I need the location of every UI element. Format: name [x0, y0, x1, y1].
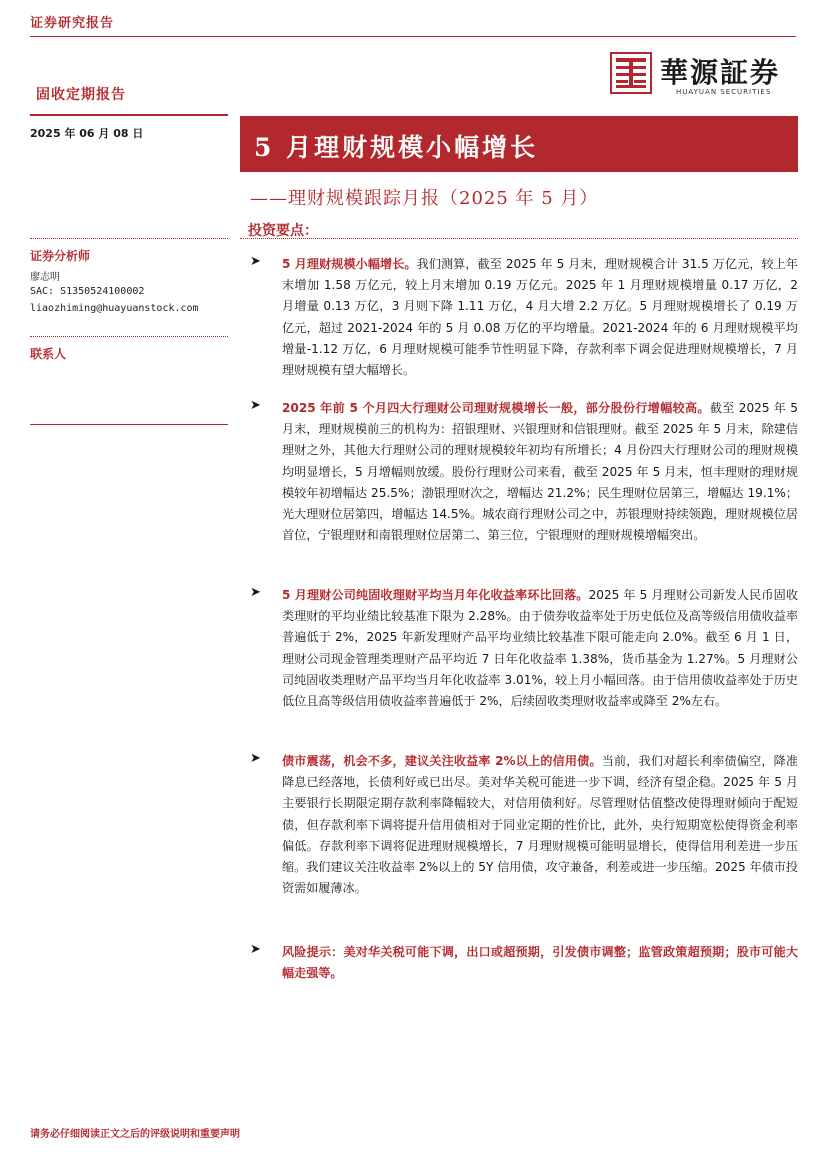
page-subtitle: ——理财规模跟踪月报（2025 年 5 月）: [250, 188, 599, 209]
left-divider: [30, 238, 228, 239]
huayuan-seal-icon: [610, 52, 652, 94]
analyst-email[interactable]: liaozhiming@huayuanstock.com: [30, 303, 199, 314]
key-point-lead: 5 月理财公司纯固收理财平均当月年化收益率环比回落。: [282, 588, 589, 602]
key-point-body: 我们测算，截至 2025 年 5 月末，理财规模合计 31.5 万亿元，较上年末增加 1.58 万亿元，较上月末增加 0.19 万亿元。2025 年 1 月理财规模增量 0.17 万亿，2 月增量 0.13 万亿，3 月则下降 1.11 万亿，4 月大增 2.2 万亿。5 月理财规模增长了 0.19 万亿元，超过 2021-2024 年的 5 月 0.08 万亿的平均增量。2021-2024 年的 6 月理财规模平均增量-1.12 万亿，6 月理财规模可能季节性明显下降，存款利率下调会促进理财规模增长，7 月理财规模有望大幅增长。: [282, 257, 798, 378]
risk-warning: 风险提示：美对华关税可能下调，出口或超预期，引发债市调整；监管政策超预期；股市可能大幅走强等。: [282, 945, 798, 981]
analyst-label: 证券分析师: [30, 249, 91, 263]
analyst-name: 廖志明: [30, 272, 60, 283]
key-point-text: [282, 254, 798, 381]
key-point-lead: 2025 年前 5 个月四大行理财公司理财规模增长一般，部分股份行增幅较高。: [282, 401, 710, 415]
key-point-lead: 5 月理财规模小幅增长。: [282, 257, 417, 271]
page-title: 5 月理财规模小幅增长: [254, 133, 539, 162]
huayuan-logo: [610, 50, 800, 102]
logo-chinese-name: 華源証券: [660, 56, 781, 89]
top-divider: [30, 36, 796, 37]
left-divider: [30, 114, 228, 116]
report-type: 固收定期报告: [36, 87, 126, 103]
key-point-body: 2025 年 5 月理财公司新发人民币固收类理财的平均业绩比较基准下限为 2.28%。由于债券收益率处于历史低位及高等级信用债收益率普遍低于 2%，2025 年新发理财产品平均业绩比较基准下限可能走向 2.0%。截至 6 月 1 日，理财公司现金管理类理财产品平均近 7 日年化收益率 1.38%，货币基金为 1.27%。5 月理财公司纯固收类理财产品平均当月年化收益率 3.01%，较上月小幅回落。由于信用债收益率处于历史低位且高等级信用债收益率普遍低于 2%，后续固收类理财收益率或降至 2%左右。: [282, 588, 798, 709]
left-divider: [30, 336, 228, 337]
bullet-arrow-icon: ➤: [250, 254, 261, 269]
bullet-arrow-icon: ➤: [250, 585, 261, 600]
key-point-text: [282, 585, 798, 712]
left-divider: [30, 424, 228, 425]
key-points-divider: [240, 238, 798, 239]
contact-label: 联系人: [30, 347, 67, 361]
report-category: 证券研究报告: [30, 16, 115, 31]
key-point-text: [282, 942, 798, 984]
bullet-arrow-icon: ➤: [250, 398, 261, 413]
bullet-arrow-icon: ➤: [250, 751, 261, 766]
footer-disclaimer: 请务必仔细阅读正文之后的评级说明和重要声明: [30, 1129, 240, 1140]
key-point-body: 当前，我们对超长利率债偏空，降准降息已经落地，长债利好或已出尽。美对华关税可能进一步下调，经济有望企稳。2025 年 5 月主要银行长期限定期存款利率降幅较大，对信用债利好。尽管理财估值整改使得理财倾向于配短债，但存款利率下调将提升信用债相对于同业定期的性价比，此外，央行短期宽松使得资金利率偏低。存款利率下调将促进理财规模增长，7 月理财规模可能明显增长，使得信用利差进一步压缩。我们建议关注收益率 2%以上的 5Y 信用债，攻守兼备，利差或进一步压缩。2025 年债市投资需如履薄冰。: [282, 754, 798, 896]
logo-english-name: HUAYUAN SECURITIES: [676, 88, 772, 96]
key-point-body: 截至 2025 年 5 月末，理财规模前三的机构为：招银理财、兴银理财和信银理财。截至 2025 年 5 月末，除建信理财之外，其他大行理财公司的理财规模较年初均有所增长；4 月份四大行理财公司的理财规模均明显增长，5 月增幅则放缓。股份行理财公司来看，截至 2025 年 5 月末，恒丰理财的理财规模较年初增幅达 25.5%；渤银理财次之，增幅达 21.2%；民生理财位居第三，增幅达 19.1%；光大理财位居第四，增幅达 14.5%。城农商行理财公司之中，苏银理财持续领跑，理财规模位居首位，宁银理财和南银理财位居第二、第三位，宁银理财的理财规模增幅突出。: [282, 401, 798, 543]
bullet-arrow-icon: ➤: [250, 942, 261, 957]
key-points-label: 投资要点：: [248, 223, 318, 239]
analyst-sac: SAC: S1350524100002: [30, 286, 145, 297]
key-point-lead: 债市震荡，机会不多，建议关注收益率 2%以上的信用债。: [282, 754, 602, 768]
key-point-text: [282, 398, 798, 546]
key-point-text: [282, 751, 798, 899]
report-date: 2025 年 06 月 08 日: [30, 127, 144, 140]
